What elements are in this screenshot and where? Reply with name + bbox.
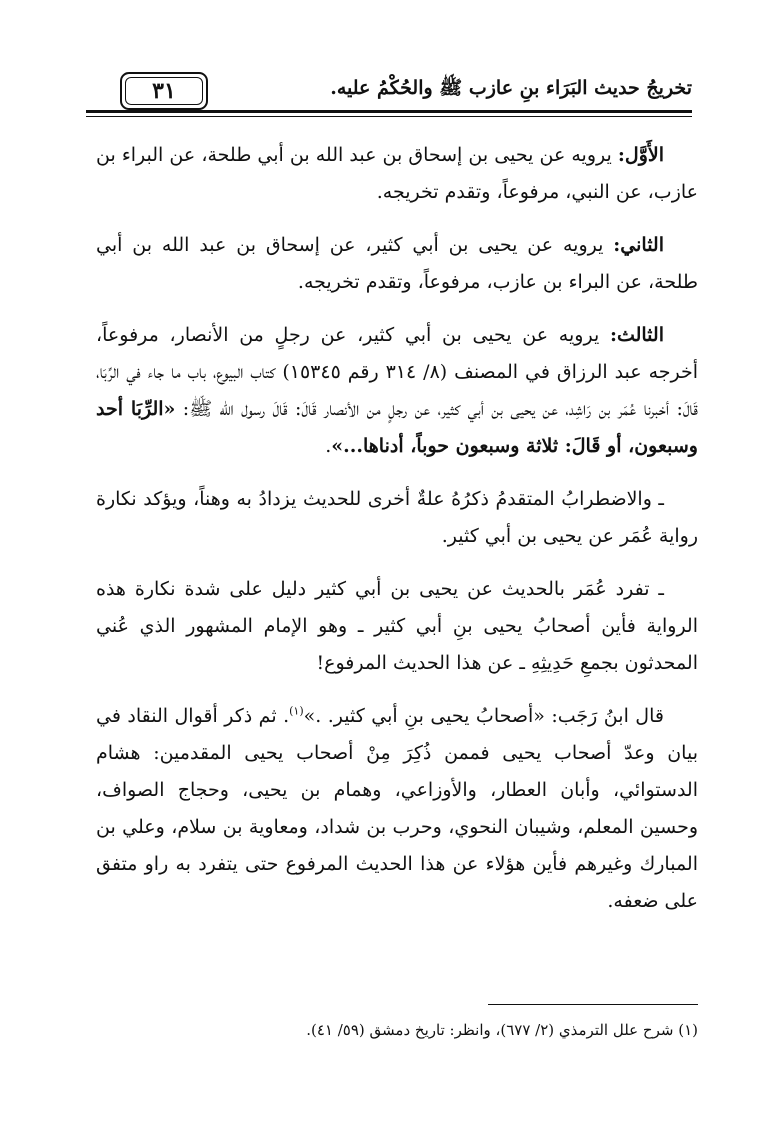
footnote-reference[interactable]: (١) [289, 704, 304, 718]
paragraph-tafarrud: ـ تفرد عُمَر بالحديث عن يحيى بن أبي كثير دليل على شدة نكارة هذه الرواية فأين أصحابُ يحيى بنِ أبي كثير ـ وهو الإمام المشهور الذي عُني المحدثون بجمعِ حَدِيثِهِ ـ عن هذا الحديث المرفوع! [96, 578, 698, 674]
body-text [96, 137, 698, 936]
footnote-text: شرح علل الترمذي (٢/ ٦٧٧)، وانظر: تاريخ دمشق (٥٩/ ٤١). [306, 1021, 674, 1039]
paragraph-second-route [96, 227, 698, 301]
paragraph-first-route [96, 137, 698, 211]
header-rule-thin [86, 116, 692, 117]
hadith-quote: «الرِّبَا أحد وسبعون، أو قَالَ: ثلاثة وسبعون حوباً، أدناها...» [96, 398, 698, 457]
paragraph-idtirab: ـ والاضطرابُ المتقدمُ ذكرُهُ علةٌ أخرى للحديث يزدادُ به وهناً، ويؤكد نكارة رواية عُمَر عن يحيى بن أبي كثير. [96, 488, 698, 547]
text-third-end: . [325, 435, 332, 457]
text-third: يرويه عن يحيى بن أبي كثير، عن رجلٍ من الأنصار، مرفوعاً، أخرجه عبد الرزاق في المصنف (٨/ ٣١٤ رقم ١٥٣٤٥) كتاب البيوع، باب ما جاء في الرِّبَا، قَالَ: أخبرنا عُمَر بن رَاشِد، عن يحيى بن أبي كثير، عن رجلٍ من الأنصار قَالَ: قَالَ رسول الله ﷺ: [96, 324, 699, 420]
paragraph-ibn-rajab [96, 698, 698, 920]
label-first: الأَوَّل: [617, 144, 664, 166]
page-number: ٣١ [152, 78, 176, 104]
text-second: يرويه عن يحيى بن أبي كثير، عن إسحاق بن عبد الله بن أبي طلحة، عن البراء بن عازب، مرفوعاً، وتقدم تخريجه. [96, 234, 698, 293]
footnote-rule [488, 1004, 698, 1005]
footnote-marker: (١) [678, 1021, 698, 1039]
paragraph-third-route [96, 317, 698, 465]
header-title: تخريجُ حديث البَرَاء بنِ عازب ﷺ والحُكْمُ عليه. [330, 77, 692, 99]
text-first: يرويه عن يحيى بن إسحاق بن عبد الله بن أبي طلحة، عن البراء بن عازب، عن النبي، مرفوعاً، وتقدم تخريجه. [96, 144, 698, 203]
page-number-frame [120, 72, 208, 110]
header-rule-thick [86, 110, 692, 113]
text-ibn-rajab-after: . ثم ذكر أقوال النقاد في بيان وعدّ أصحاب يحيى فممن ذُكِرَ مِنْ أصحاب يحيى المقدمين: هشام الدستوائي، وأبان العطار، والأوزاعي، وهمام بن يحيى، وحجاج الصواف، وحسين المعلم، وشيبان النحوي، وحرب بن شداد، ومعاوية بن سلام، وعلي بن المبارك وغيرهم فأين هؤلاء عن هذا الحديث المرفوع حتى يتفرد به راو متفق على ضعفه. [96, 705, 698, 912]
footnote [96, 1018, 698, 1042]
label-third: الثالث: [609, 324, 664, 346]
running-header [86, 72, 692, 122]
text-ibn-rajab-before: قال ابنُ رَجَب: «أصحابُ يحيى بنِ أبي كثير. .» [303, 705, 664, 727]
label-second: الثاني: [613, 234, 664, 256]
